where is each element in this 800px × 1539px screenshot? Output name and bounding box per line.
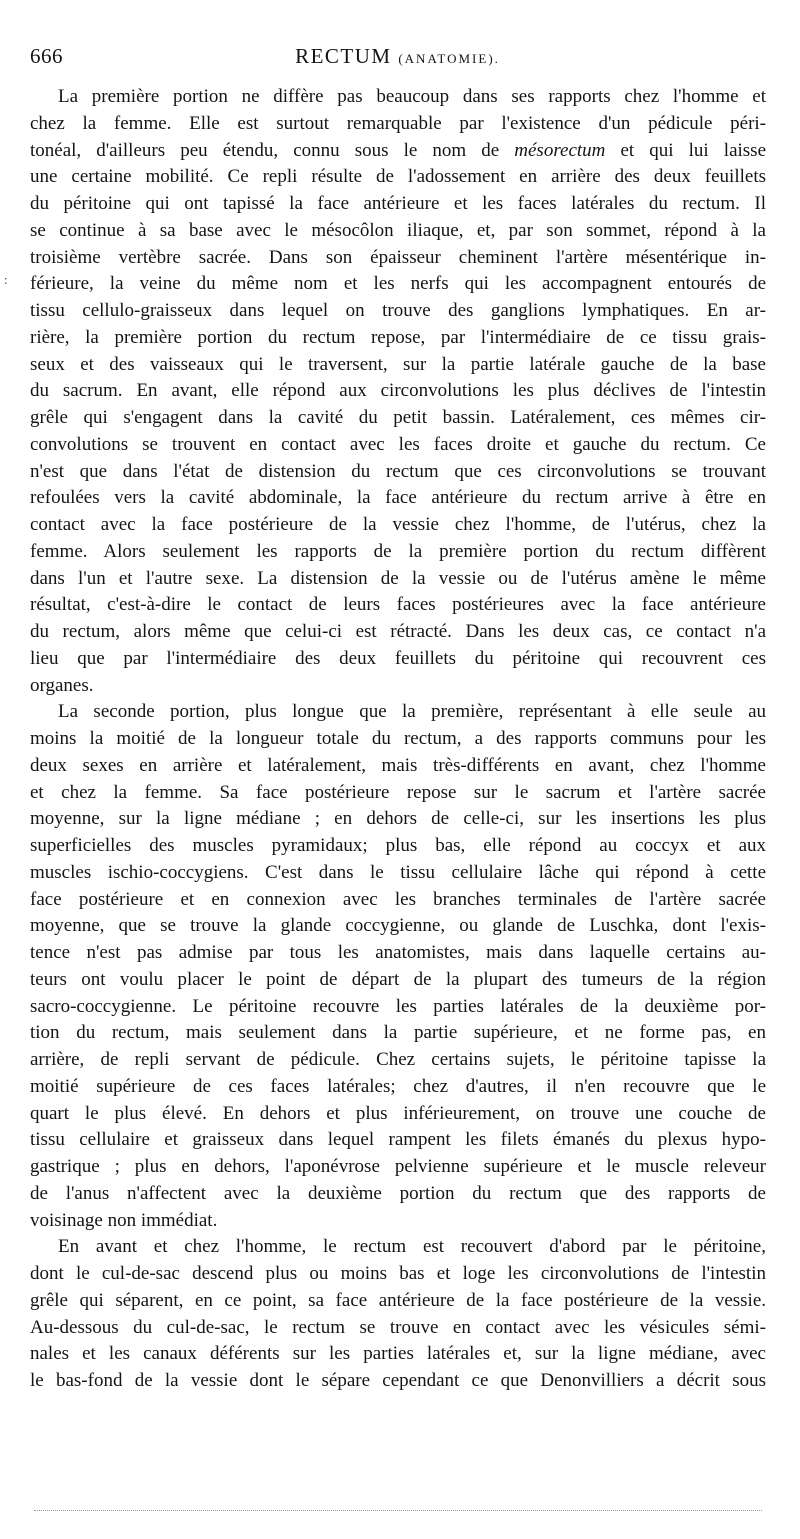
text-line: grêle qui séparent, en ce point, sa face antérieure de la face postérieure de la vessie.	[30, 1289, 766, 1311]
text-line: tence n'est pas admise par tous les anatomistes, mais dans laquelle certains au-	[30, 942, 766, 963]
text-line: le bas-fond de la vessie dont le sépare cependant ce que Denonvilliers a décrit sous	[30, 1370, 766, 1391]
italic-term: mésorectum	[514, 139, 606, 161]
running-head-title: RECTUM	[295, 44, 392, 68]
paragraph-3	[30, 1234, 766, 1395]
text-line: Au-dessous du cul-de-sac, le rectum se trouve en contact avec les vésicules sémi-	[30, 1316, 766, 1338]
text-line: moyenne, que se trouve la glande coccygienne, ou glande de Luschka, dont l'exis-	[30, 915, 766, 937]
text-line: grêle qui s'engagent dans la cavité du petit bassin. Latéralement, ces mêmes cir-	[30, 407, 766, 428]
text-line: La seconde portion, plus longue que la première, représentant à elle seule au	[58, 701, 766, 723]
text-line: deux sexes en arrière et latéralement, mais très-différents en avant, chez l'homme	[30, 754, 766, 776]
text-line: refoulées vers la cavité abdominale, la face antérieure du rectum arrive à être en	[30, 487, 766, 509]
page-header	[30, 44, 765, 74]
text-line: une certaine mobilité. Ce repli résulte de l'adossement en arrière des deux feuillets	[30, 166, 766, 188]
page-number: 666	[30, 44, 63, 68]
text-line: résultat, c'est-à-dire le contact de leurs faces postérieures avec la face antérieure	[30, 594, 766, 616]
text-line: superficielles des muscles pyramidaux; plus bas, elle répond au coccyx et aux	[30, 835, 766, 856]
running-head	[30, 44, 765, 69]
running-head-subtitle: (ANATOMIE).	[398, 51, 500, 66]
paragraph-1	[30, 84, 766, 699]
text-fragment: tonéal, d'ailleurs peu étendu, connu sous le nom de	[30, 139, 515, 161]
bottom-dotted-rule	[34, 1510, 762, 1511]
paragraph-2	[30, 699, 766, 1234]
text-line: et chez la femme. Sa face postérieure repose sur le sacrum et l'artère sacrée	[30, 781, 766, 803]
text-line: seux et des vaisseaux qui le traversent, sur la partie latérale gauche de la base	[30, 353, 766, 375]
text-line: moins la moitié de la longueur totale du rectum, a des rapports communs pour les	[30, 728, 766, 749]
text-line: lieu que par l'intermédiaire des deux feuillets du péritoine qui recouvrent ces	[30, 647, 766, 669]
text-line: tissu cellulo-graisseux dans lequel on trouve des ganglions lymphatiques. En ar-	[30, 300, 766, 321]
text-line: La première portion ne diffère pas beaucoup dans ses rapports chez l'homme et	[58, 86, 766, 107]
text-line: du sacrum. En avant, elle répond aux circonvolutions les plus déclives de l'intestin	[30, 380, 766, 402]
margin-mark: :	[4, 272, 8, 287]
text-line: convolutions se trouvent en contact avec les faces droite et gauche du rectum. Ce	[30, 433, 766, 455]
text-line: tissu cellulaire et graisseux dans lequel rampent les filets émanés du plexus hypo-	[30, 1129, 766, 1151]
text-line: se continue à sa base avec le mésocôlon iliaque, et, par son sommet, répond à la	[30, 219, 766, 241]
text-line: du péritoine qui ont tapissé la face antérieure et les faces latérales du rectum. Il	[30, 193, 766, 214]
text-line: contact avec la face postérieure de la vessie chez l'homme, de l'utérus, chez la	[30, 514, 766, 535]
text-line: teurs ont voulu placer le point de départ de la plupart des tumeurs de la région	[30, 968, 766, 990]
text-line: En avant et chez l'homme, le rectum est recouvert d'abord par le péritoine,	[58, 1236, 766, 1258]
text-line: organes.	[30, 674, 94, 696]
text-line: férieure, la veine du même nom et les nerfs qui les accompagnent entourés de	[30, 273, 766, 295]
text-line: sacro-coccygienne. Le péritoine recouvre les parties latérales de la deuxième por-	[30, 995, 766, 1017]
text-line: moitié supérieure de ces faces latérales; chez d'autres, il n'en recouvre que le	[30, 1075, 766, 1097]
text-line	[30, 138, 766, 165]
text-body	[30, 84, 766, 1395]
text-line: troisième vertèbre sacrée. Dans son épaisseur cheminent l'artère mésentérique in-	[30, 246, 766, 268]
text-line: nales et les canaux déférents sur les parties latérales et, sur la ligne médiane, avec	[30, 1343, 766, 1365]
text-line: n'est que dans l'état de distension du rectum que ces circonvolutions se trouvant	[30, 460, 766, 482]
text-line: moyenne, sur la ligne médiane ; en dehors de celle-ci, sur les insertions les plus	[30, 808, 766, 830]
text-line: voisinage non immédiat.	[30, 1209, 218, 1231]
text-line: quart le plus élevé. En dehors et plus inférieurement, on trouve une couche de	[30, 1102, 766, 1124]
text-line: du rectum, alors même que celui-ci est rétracté. Dans les deux cas, ce contact n'a	[30, 621, 766, 642]
text-line: chez la femme. Elle est surtout remarquable par l'existence d'un pédicule péri-	[30, 112, 766, 134]
text-line: de l'anus n'affectent avec la deuxième portion du rectum que des rapports de	[30, 1182, 766, 1204]
text-line: dont le cul-de-sac descend plus ou moins bas et loge les circonvolutions de l'intestin	[30, 1263, 766, 1284]
text-fragment: et qui lui laisse	[605, 139, 766, 161]
text-line: dans l'un et l'autre sexe. La distension de la vessie ou de l'utérus amène le même	[30, 567, 766, 589]
text-line: face postérieure et en connexion avec les branches terminales de l'artère sacrée	[30, 888, 766, 910]
text-line: rière, la première portion du rectum repose, par l'intermédiaire de ce tissu grais-	[30, 326, 766, 348]
text-line: femme. Alors seulement les rapports de la première portion du rectum diffèrent	[30, 540, 766, 562]
text-line: gastrique ; plus en dehors, l'aponévrose pelvienne supérieure et le muscle releveur	[30, 1156, 766, 1177]
text-line: tion du rectum, mais seulement dans la partie supérieure, et ne forme pas, en	[30, 1022, 766, 1044]
text-line: arrière, de repli servant de pédicule. Chez certains sujets, le péritoine tapisse la	[30, 1049, 766, 1070]
text-line: muscles ischio-coccygiens. C'est dans le tissu cellulaire lâche qui répond à cette	[30, 861, 766, 883]
